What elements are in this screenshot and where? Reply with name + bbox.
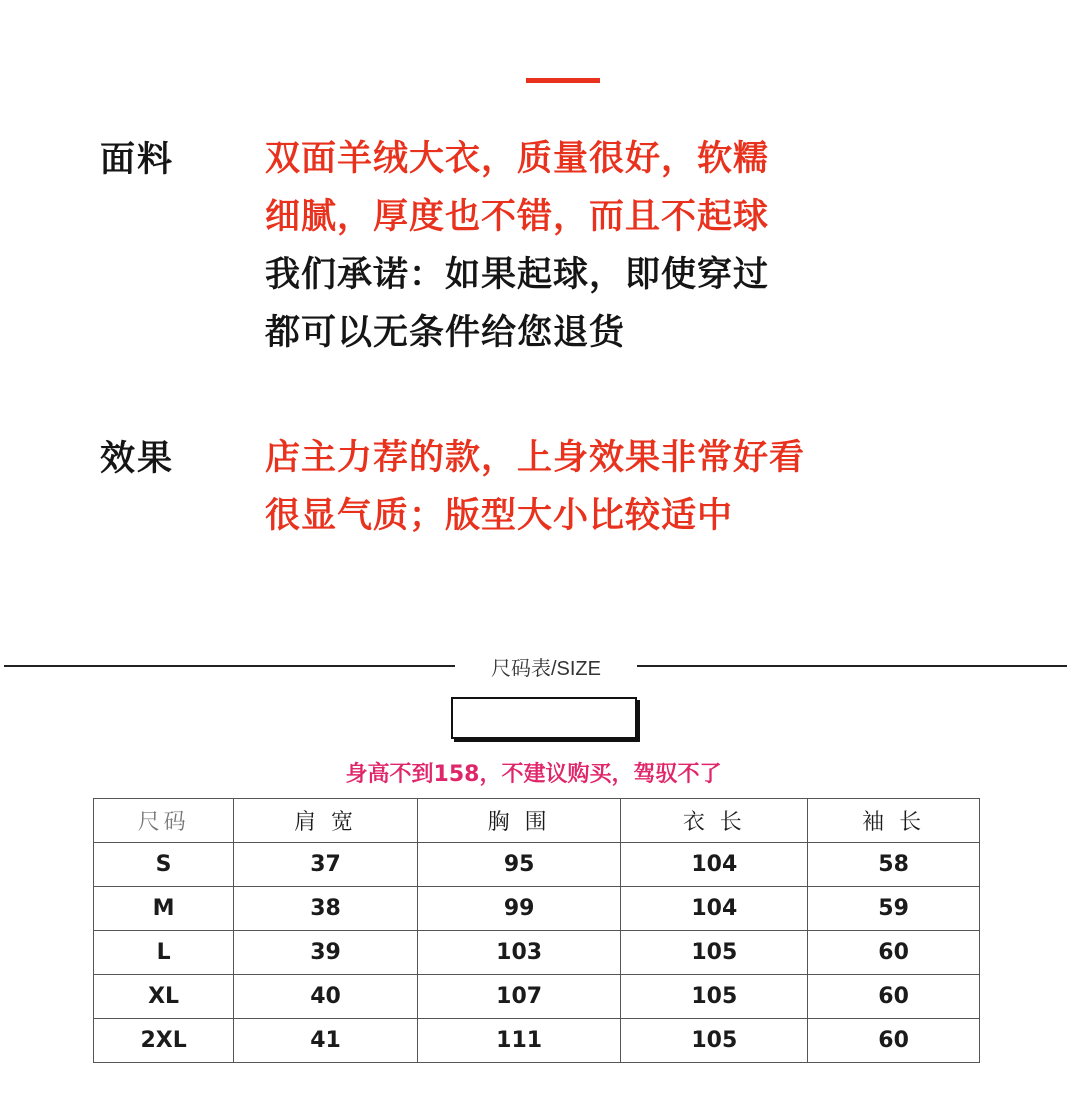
size-cell: L	[94, 931, 234, 975]
table-row	[94, 975, 980, 1019]
column-header-size: 尺码	[94, 799, 234, 843]
chest-cell: 95	[417, 843, 621, 887]
column-header-length: 衣 长	[621, 799, 808, 843]
length-cell: 105	[621, 931, 808, 975]
size-cell: M	[94, 887, 234, 931]
sleeve-cell: 59	[808, 887, 980, 931]
size-chart-heading: 尺码表/SIZE	[490, 658, 601, 680]
table-row	[94, 1019, 980, 1063]
size-cell: S	[94, 843, 234, 887]
column-header-sleeve: 袖 长	[808, 799, 980, 843]
fabric-line: 都可以无条件给您退货	[265, 313, 626, 353]
size-cell: XL	[94, 975, 234, 1019]
length-cell: 105	[621, 1019, 808, 1063]
shoulder-cell: 39	[234, 931, 418, 975]
table-row	[94, 887, 980, 931]
shoulder-cell: 38	[234, 887, 418, 931]
column-header-chest: 胸 围	[417, 799, 621, 843]
divider-rule-right	[637, 665, 1067, 667]
fabric-description	[265, 130, 1005, 362]
shoulder-cell: 41	[234, 1019, 418, 1063]
effect-line: 很显气质；版型大小比较适中	[265, 496, 734, 536]
sleeve-cell: 60	[808, 975, 980, 1019]
chest-cell: 111	[417, 1019, 621, 1063]
blank-label-box	[451, 697, 637, 739]
fabric-line: 双面羊绒大衣，质量很好，软糯	[265, 139, 770, 179]
fabric-line: 细腻，厚度也不错，而且不起球	[265, 197, 770, 237]
length-cell: 104	[621, 843, 808, 887]
fabric-line: 我们承诺：如果起球，即使穿过	[265, 255, 770, 295]
table-row	[94, 843, 980, 887]
length-cell: 104	[621, 887, 808, 931]
effect-line: 店主力荐的款，上身效果非常好看	[265, 438, 806, 478]
size-cell: 2XL	[94, 1019, 234, 1063]
divider-rule-left	[4, 665, 455, 667]
table-header-row	[94, 799, 980, 843]
sleeve-cell: 58	[808, 843, 980, 887]
top-accent-bar	[526, 78, 600, 83]
shoulder-cell: 37	[234, 843, 418, 887]
shoulder-cell: 40	[234, 975, 418, 1019]
chest-cell: 103	[417, 931, 621, 975]
chest-cell: 99	[417, 887, 621, 931]
size-table	[93, 798, 980, 1063]
sleeve-cell: 60	[808, 931, 980, 975]
length-cell: 105	[621, 975, 808, 1019]
height-warning: 身高不到158，不建议购买，驾驭不了	[345, 762, 722, 787]
effect-description	[265, 429, 1005, 545]
chest-cell: 107	[417, 975, 621, 1019]
column-header-shoulder: 肩 宽	[234, 799, 418, 843]
fabric-label: 面料	[100, 140, 175, 180]
sleeve-cell: 60	[808, 1019, 980, 1063]
table-row	[94, 931, 980, 975]
effect-label: 效果	[100, 439, 175, 479]
